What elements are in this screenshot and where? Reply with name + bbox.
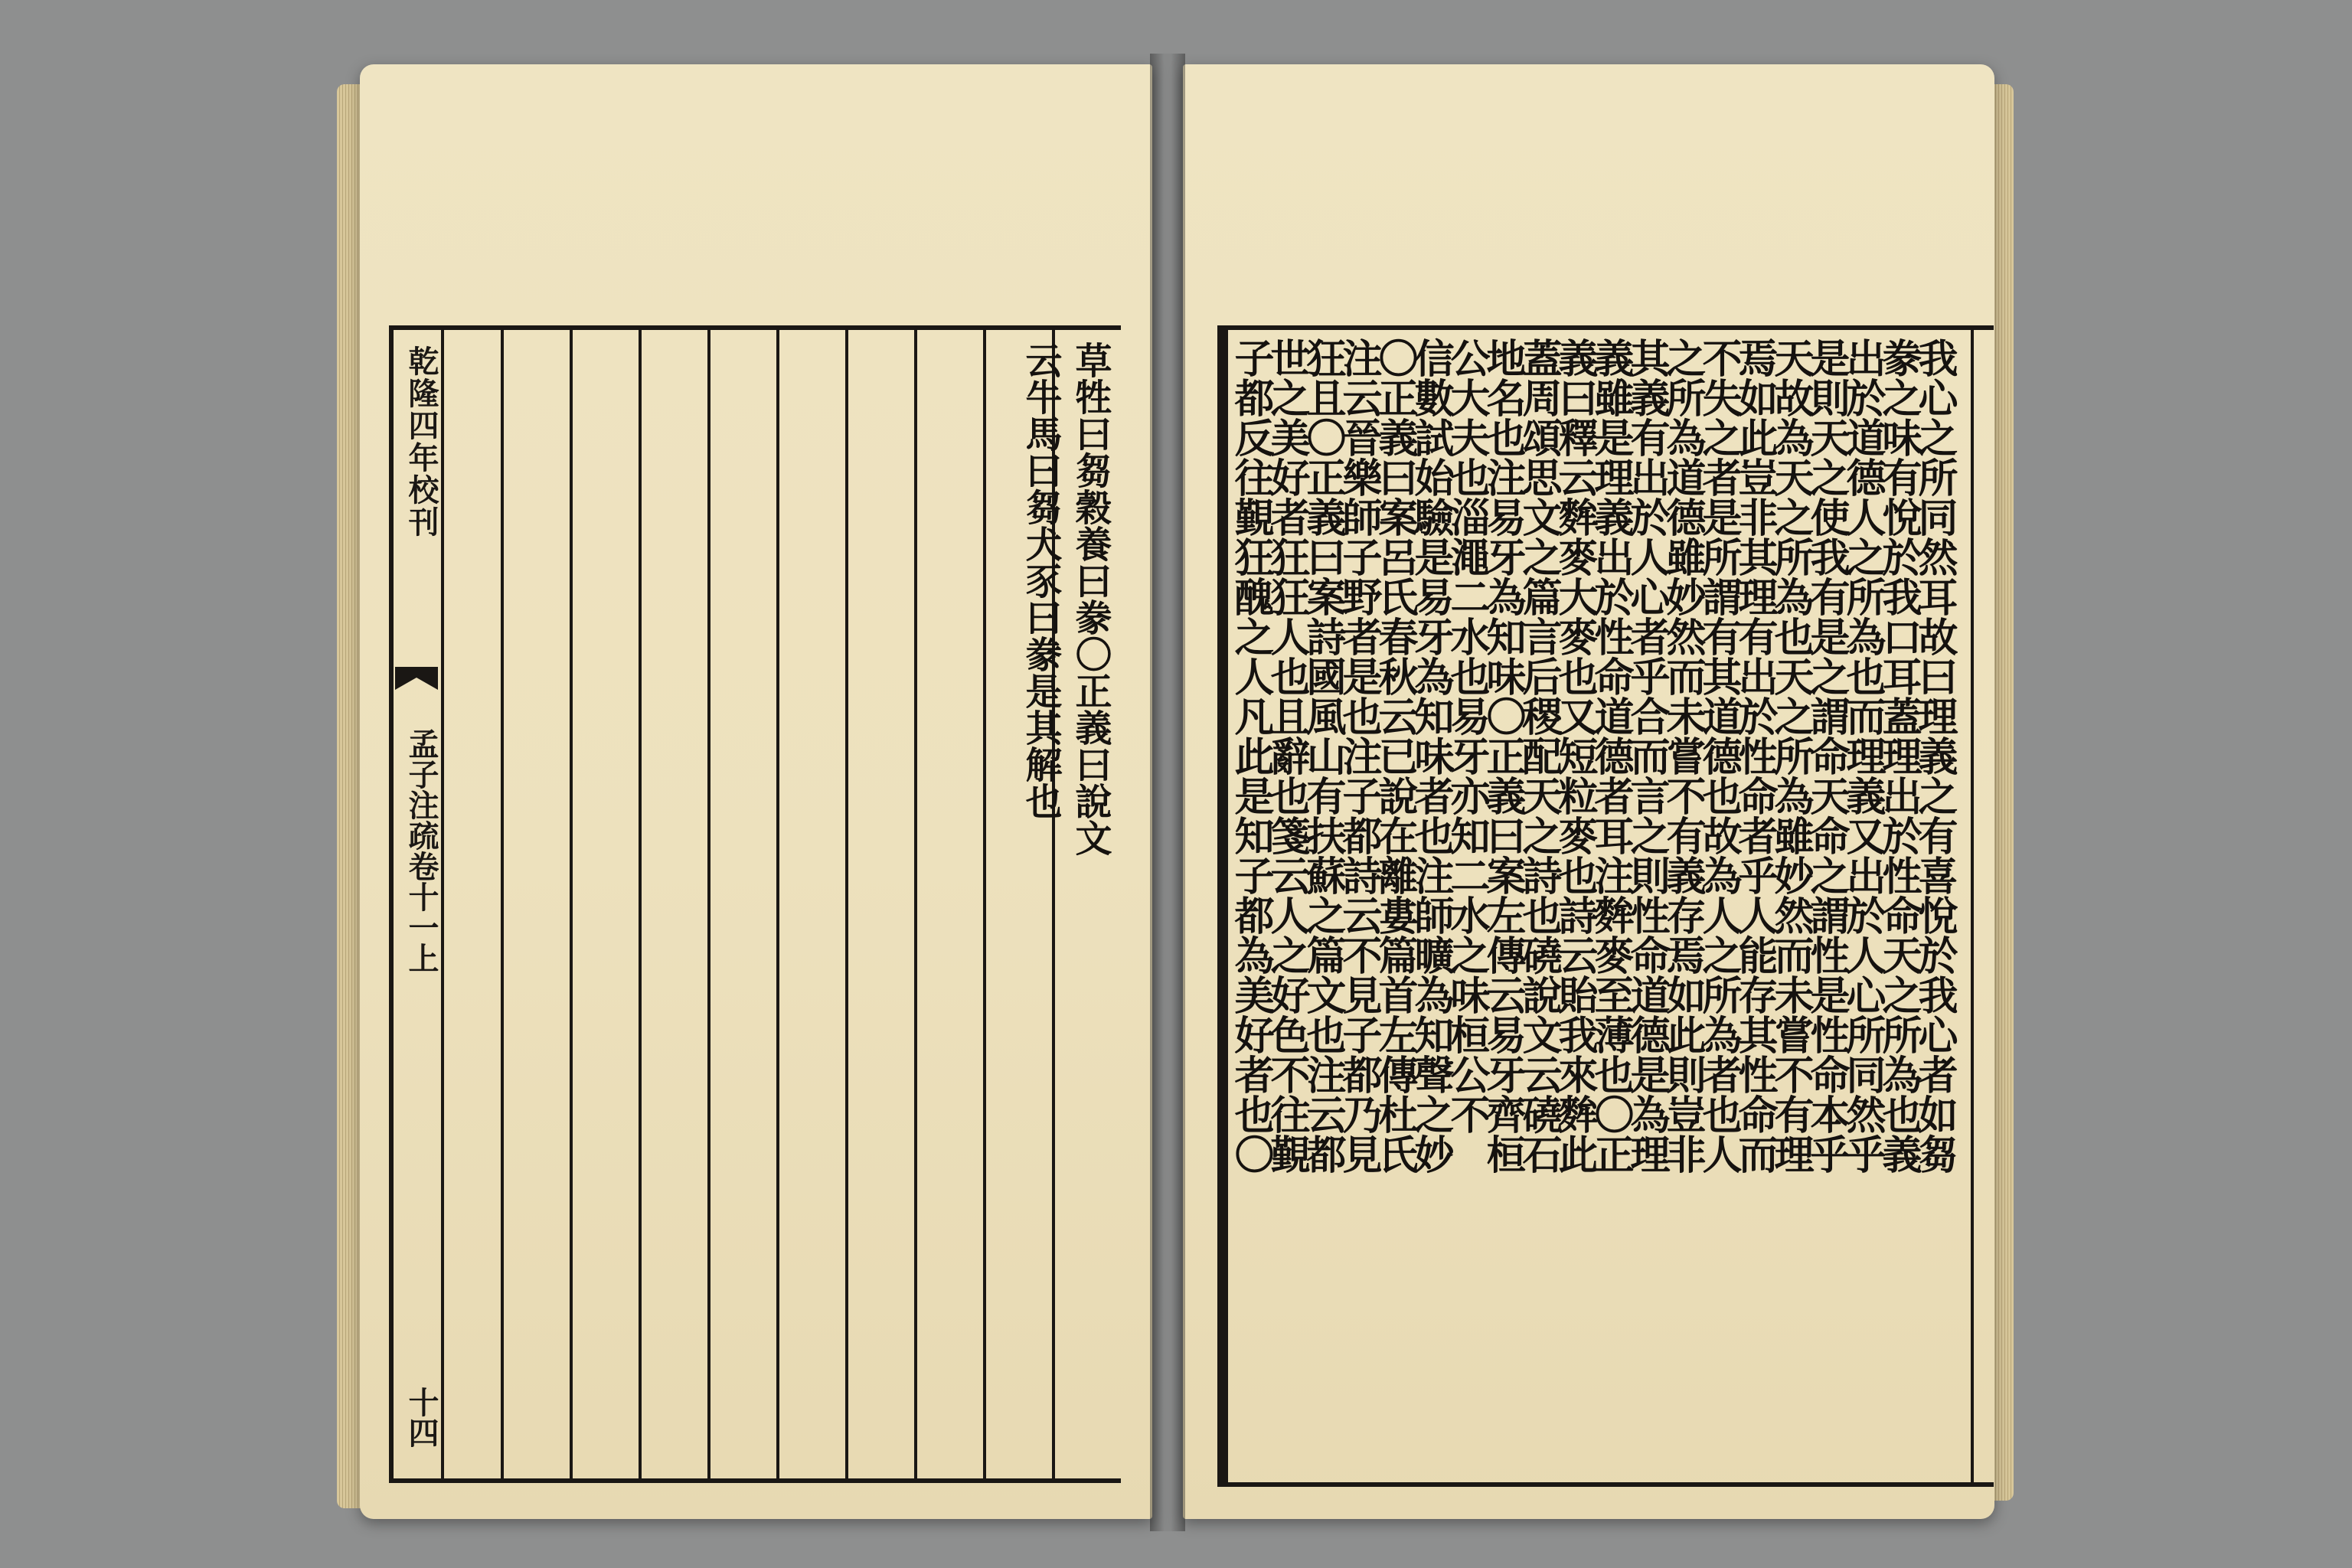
text-column: 天故為天之所為也天之所為雖妙然而未嘗不有理: [1767, 338, 1814, 1174]
text-column: 不失之者是所謂有其道德也故為人之所為者也人: [1695, 338, 1742, 1174]
text-column: 子都反往覲狂醜之人凡此是知子都為美好者也〇: [1227, 338, 1274, 1174]
text-column: 注云晉樂師子野者是也注子都詩云不見子都乃見: [1335, 338, 1382, 1174]
column-rule: [845, 330, 848, 1478]
text-column: 其義有出於人心者乎合而言之則性命道德是為理: [1623, 338, 1670, 1174]
column-rule: [707, 330, 710, 1478]
text-column: 豢之味有悅於我口耳蓋理出於性命天之所為也義: [1875, 338, 1922, 1174]
text-column: 我心之所同然耳故曰理義之有喜悅於我心者如芻: [1911, 338, 1958, 1174]
text-column: 是則天之使我有是之謂命天命之謂性是性命本乎: [1803, 338, 1850, 1174]
text-column: 之所為道德雖妙然而未嘗不有義存焉如此則豈非: [1659, 338, 1706, 1174]
fish-tail-mark-icon: [395, 667, 438, 697]
column-rule: [776, 330, 779, 1478]
text-column: 義曰釋云麰麥大麥也又短粒麥也詩云貽我來麰此: [1551, 338, 1598, 1174]
column-rule: [914, 330, 917, 1478]
text-column: 世之美好者狂狂人也且辭也箋云人之好色不往覲: [1263, 338, 1310, 1174]
column-rule: [501, 330, 504, 1478]
text-column: 蓋周頌思文之篇言后稷配天之詩也磽說文云磽石: [1515, 338, 1562, 1174]
column-rule: [570, 330, 573, 1478]
commentary-line-1: 草牲曰芻穀養曰豢〇正義曰說文: [1069, 341, 1112, 856]
text-column: 焉如此豈非其理有出於性命者乎人能存其性命而: [1731, 338, 1778, 1174]
text-column: 義雖是理義出於性命道德者耳注麰麥至薄也〇正: [1587, 338, 1634, 1174]
open-book: [337, 54, 2021, 1531]
text-column: 狂且〇正義曰案詩國風山有扶蘇之篇文也注云都: [1299, 338, 1346, 1174]
text-column: 公大夫也淄澠二水也易牙亦知二水之味桓公不: [1443, 338, 1490, 1134]
commentary-line-2: 云牛馬曰芻犬豕曰豢是其解也: [1019, 341, 1062, 819]
left-page-margin-column: [394, 330, 444, 1478]
running-title: 孟子注疏卷十一上: [403, 728, 439, 973]
text-column: 信數試始驗是易牙為知味者也注師曠為知聲之妙: [1407, 338, 1454, 1174]
right-page-frame: [1217, 325, 1994, 1487]
page-number: 十四: [403, 1387, 439, 1448]
edition-label: 乾隆四年校刊: [403, 345, 439, 538]
text-column: 〇正義曰案呂氏春秋云已說在離婁篇首左傳杜氏: [1371, 338, 1418, 1174]
text-column: 出於道德人之所為也而理義又出於人心所同然乎: [1839, 338, 1886, 1174]
text-column: 地名也注易牙為知味〇正義曰案左傳云易牙齊桓: [1479, 338, 1526, 1174]
column-rule: [983, 330, 986, 1478]
right-page-margin-column: [1971, 330, 2004, 1482]
column-rule: [639, 330, 642, 1478]
book-gutter: [1150, 54, 1185, 1531]
left-page-frame: [389, 325, 1121, 1483]
